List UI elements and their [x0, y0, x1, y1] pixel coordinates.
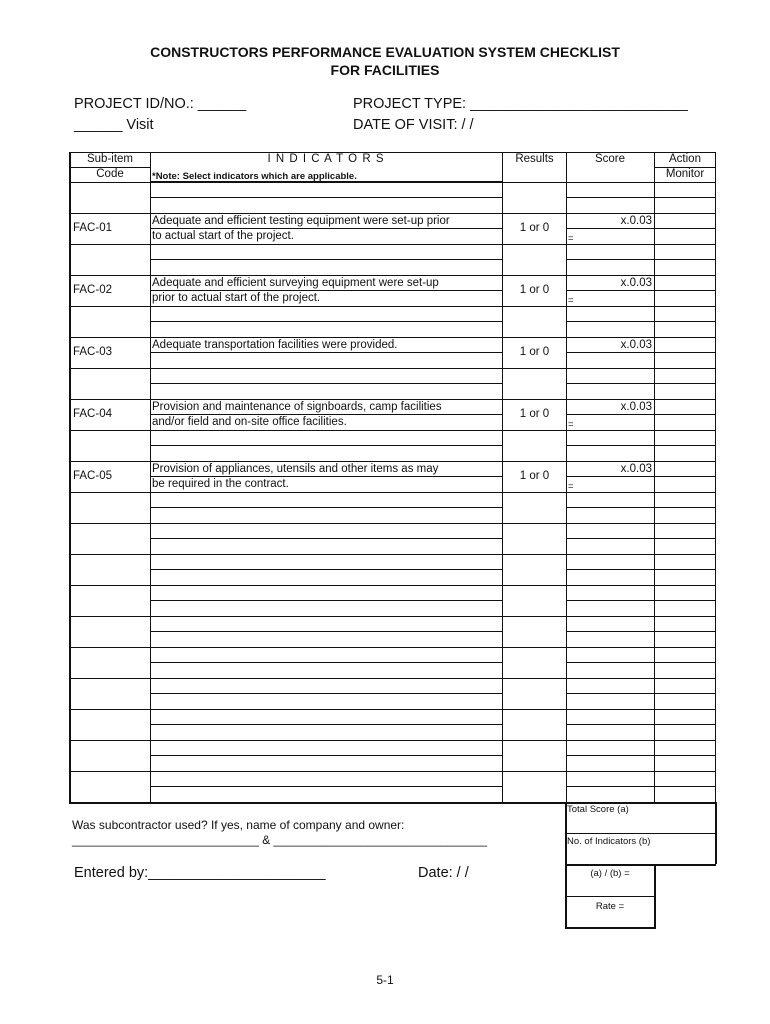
table-rule	[502, 399, 566, 400]
row-indicator-line1: Provision and maintenance of signboards, camp facilities	[152, 401, 442, 413]
row-score-eq: =	[568, 481, 574, 492]
rate-label: Rate =	[595, 901, 625, 912]
col-header-indicators: I N D I C A T O R S	[267, 153, 385, 165]
table-rule	[566, 647, 715, 648]
row-result[interactable]: 1 or 0	[519, 470, 550, 482]
table-rule	[566, 833, 715, 834]
table-rule	[69, 368, 150, 369]
table-rule	[502, 275, 566, 276]
row-indicator-line1: Adequate transportation facilities were provided.	[152, 339, 398, 351]
subcontractor-name-field[interactable]: ____________________________ & ________________________________	[72, 833, 488, 847]
row-code: FAC-01	[73, 222, 112, 234]
visit-field[interactable]: ______ Visit	[74, 117, 154, 133]
table-rule	[566, 678, 715, 679]
table-rule	[150, 647, 502, 648]
table-rule	[566, 152, 567, 802]
table-rule	[150, 554, 502, 555]
col-header-action: Action	[669, 153, 701, 165]
table-rule	[150, 523, 502, 524]
table-rule	[150, 709, 502, 710]
table-rule	[150, 152, 151, 802]
table-rule	[150, 445, 502, 446]
table-rule	[565, 927, 656, 929]
table-rule	[502, 368, 566, 369]
table-rule	[69, 430, 150, 431]
table-rule	[502, 182, 566, 183]
table-rule	[566, 321, 715, 322]
page-number: 5-1	[376, 973, 394, 987]
table-rule	[502, 740, 566, 741]
table-rule	[566, 507, 715, 508]
table-rule	[502, 616, 566, 617]
col-header-subitem: Sub-item	[86, 153, 134, 165]
table-rule	[150, 616, 502, 617]
table-rule	[69, 771, 150, 772]
table-rule	[715, 802, 717, 864]
ratio-label: (a) / (b) =	[590, 868, 630, 879]
table-rule	[566, 724, 715, 725]
table-rule	[150, 585, 502, 586]
table-rule	[566, 709, 715, 710]
table-rule	[150, 569, 502, 570]
row-code: FAC-04	[73, 408, 112, 420]
table-rule	[150, 600, 502, 601]
table-rule	[502, 213, 566, 214]
table-rule	[150, 724, 502, 725]
table-rule	[69, 740, 150, 741]
table-rule	[502, 523, 566, 524]
row-indicator-line2: prior to actual start of the project.	[152, 292, 321, 304]
col-header-results: Results	[515, 153, 554, 165]
col-header-code: Code	[96, 168, 124, 180]
table-rule	[566, 740, 715, 741]
row-score: x.0.03	[620, 463, 652, 475]
table-rule	[654, 864, 656, 928]
row-result[interactable]: 1 or 0	[519, 408, 550, 420]
table-rule	[150, 306, 502, 307]
table-rule	[566, 383, 715, 384]
table-rule	[69, 554, 150, 555]
table-rule	[566, 259, 715, 260]
row-score: x.0.03	[620, 215, 652, 227]
col-header-score: Score	[594, 153, 626, 165]
table-rule	[69, 678, 150, 679]
row-code: FAC-03	[73, 346, 112, 358]
table-rule	[566, 523, 715, 524]
table-rule	[566, 368, 715, 369]
table-rule	[69, 275, 150, 276]
table-rule	[69, 337, 150, 338]
table-rule	[566, 197, 715, 198]
row-indicator-line2: to actual start of the project.	[152, 230, 294, 242]
table-rule	[69, 709, 150, 710]
table-rule	[566, 554, 715, 555]
table-rule	[150, 321, 502, 322]
table-rule	[150, 197, 502, 198]
row-indicator-line1: Adequate and efficient surveying equipment were set-up	[152, 277, 439, 289]
table-rule	[566, 182, 715, 183]
table-rule	[566, 430, 715, 431]
table-rule	[566, 538, 715, 539]
table-rule	[566, 771, 715, 772]
table-rule	[502, 554, 566, 555]
table-rule	[566, 755, 715, 756]
table-rule	[69, 585, 150, 586]
row-score-eq: =	[568, 233, 574, 244]
table-rule	[69, 492, 150, 493]
table-rule	[502, 337, 566, 338]
table-rule	[150, 786, 502, 787]
table-rule	[150, 538, 502, 539]
table-rule	[566, 786, 715, 787]
row-score: x.0.03	[620, 277, 652, 289]
table-rule	[502, 430, 566, 431]
date-of-visit-field[interactable]: DATE OF VISIT: / /	[353, 117, 474, 133]
table-rule	[566, 631, 715, 632]
row-result[interactable]: 1 or 0	[519, 222, 550, 234]
table-rule	[566, 616, 715, 617]
table-rule	[502, 678, 566, 679]
table-rule	[566, 585, 715, 586]
table-rule	[69, 616, 150, 617]
table-rule	[654, 152, 655, 802]
row-indicator-line2: and/or field and on-site office facilities.	[152, 416, 347, 428]
total-score-label: Total Score (a)	[567, 804, 629, 815]
table-rule	[150, 259, 502, 260]
table-rule	[566, 662, 715, 663]
table-rule	[566, 864, 716, 866]
table-rule	[69, 523, 150, 524]
row-score-eq: =	[568, 295, 574, 306]
row-result[interactable]: 1 or 0	[519, 346, 550, 358]
table-rule	[69, 461, 150, 462]
project-type-field[interactable]: PROJECT TYPE: ___________________________	[353, 96, 688, 112]
table-rule	[566, 569, 715, 570]
row-score: x.0.03	[620, 339, 652, 351]
table-rule	[150, 507, 502, 508]
table-rule	[69, 152, 71, 802]
subcontractor-question: Was subcontractor used? If yes, name of company and owner:	[72, 818, 405, 832]
table-rule	[150, 693, 502, 694]
table-rule	[69, 399, 150, 400]
table-rule	[69, 647, 150, 648]
row-indicator-line2: be required in the contract.	[152, 478, 289, 490]
table-rule	[566, 896, 654, 897]
table-rule	[150, 662, 502, 663]
project-id-field[interactable]: PROJECT ID/NO.: ______	[74, 96, 247, 112]
indicators-note: *Note: Select indicators which are applicable.	[152, 171, 357, 182]
table-rule	[502, 244, 566, 245]
row-score-eq: =	[568, 419, 574, 430]
table-rule	[69, 213, 150, 214]
table-rule	[502, 647, 566, 648]
table-rule	[150, 755, 502, 756]
table-rule	[715, 152, 716, 802]
col-header-monitor: Monitor	[665, 168, 705, 180]
row-result[interactable]: 1 or 0	[519, 284, 550, 296]
table-rule	[69, 182, 150, 183]
table-rule	[566, 445, 715, 446]
table-rule	[69, 244, 150, 245]
table-rule	[150, 244, 502, 245]
row-indicator-line1: Adequate and efficient testing equipment were set-up prior	[152, 215, 450, 227]
table-rule	[150, 368, 502, 369]
table-rule	[566, 693, 715, 694]
table-rule	[566, 600, 715, 601]
table-rule	[150, 740, 502, 741]
table-rule	[502, 306, 566, 307]
table-rule	[502, 492, 566, 493]
row-code: FAC-02	[73, 284, 112, 296]
page-title: CONSTRUCTORS PERFORMANCE EVALUATION SYSTEM CHECKLIST	[150, 44, 620, 60]
table-rule	[502, 461, 566, 462]
table-rule	[150, 383, 502, 384]
table-rule	[150, 678, 502, 679]
entered-by-field[interactable]: Entered by:______________________	[74, 865, 326, 881]
table-rule	[150, 631, 502, 632]
table-rule	[69, 306, 150, 307]
table-rule	[150, 492, 502, 493]
row-indicator-line1: Provision of appliances, utensils and other items as may	[152, 463, 439, 475]
row-score: x.0.03	[620, 401, 652, 413]
row-code: FAC-05	[73, 470, 112, 482]
table-rule	[150, 771, 502, 772]
entry-date-field[interactable]: Date: / /	[418, 865, 469, 881]
table-rule	[502, 709, 566, 710]
table-rule	[150, 430, 502, 431]
table-rule	[566, 244, 715, 245]
no-of-indicators-label: No. of Indicators (b)	[567, 836, 651, 847]
table-rule	[502, 771, 566, 772]
table-rule	[566, 306, 715, 307]
page-subtitle: FOR FACILITIES	[330, 62, 440, 78]
table-rule	[566, 492, 715, 493]
table-rule	[502, 585, 566, 586]
